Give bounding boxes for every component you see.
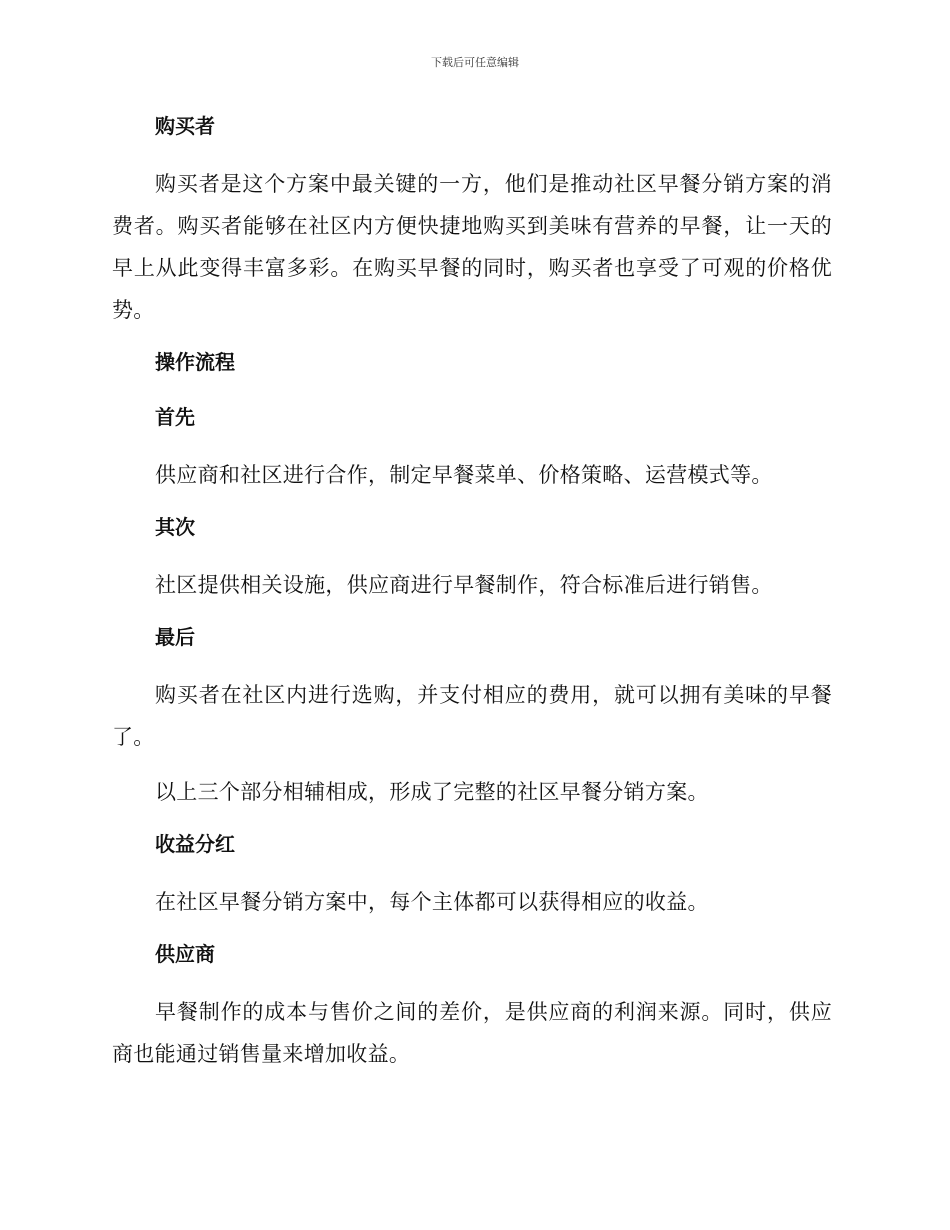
heading-profit: 收益分红 [155, 832, 235, 856]
header-note: 下载后可任意编辑 [431, 56, 519, 69]
paragraph-buyer: 购买者是这个方案中最关键的一方，他们是推动社区早餐分销方案的消费者。购买者能够在社区内方便快捷地购买到美味有营养的早餐，让一天的早上从此变得丰富多彩。在购买早餐的同时，购买者也享受了可观的价格优势。 [112, 172, 832, 322]
heading-last: 最后 [155, 625, 195, 649]
heading-first: 首先 [155, 405, 195, 429]
document-body [112, 108, 832, 1088]
paragraph-summary: 以上三个部分相辅相成，形成了完整的社区早餐分销方案。 [155, 780, 709, 804]
paragraph-first: 供应商和社区进行合作，制定早餐菜单、价格策略、运营模式等。 [155, 463, 773, 487]
heading-process: 操作流程 [155, 350, 235, 374]
paragraph-last: 购买者在社区内进行选购，并支付相应的费用，就可以拥有美味的早餐了。 [112, 683, 832, 749]
heading-second: 其次 [155, 515, 195, 539]
paragraph-second: 社区提供相关设施，供应商进行早餐制作，符合标准后进行销售。 [155, 573, 773, 597]
heading-buyer: 购买者 [155, 114, 215, 138]
paragraph-profit: 在社区早餐分销方案中，每个主体都可以获得相应的收益。 [155, 890, 709, 914]
heading-supplier: 供应商 [155, 942, 215, 966]
paragraph-supplier: 早餐制作的成本与售价之间的差价，是供应商的利润来源。同时，供应商也能通过销售量来增加收益。 [112, 1000, 832, 1066]
